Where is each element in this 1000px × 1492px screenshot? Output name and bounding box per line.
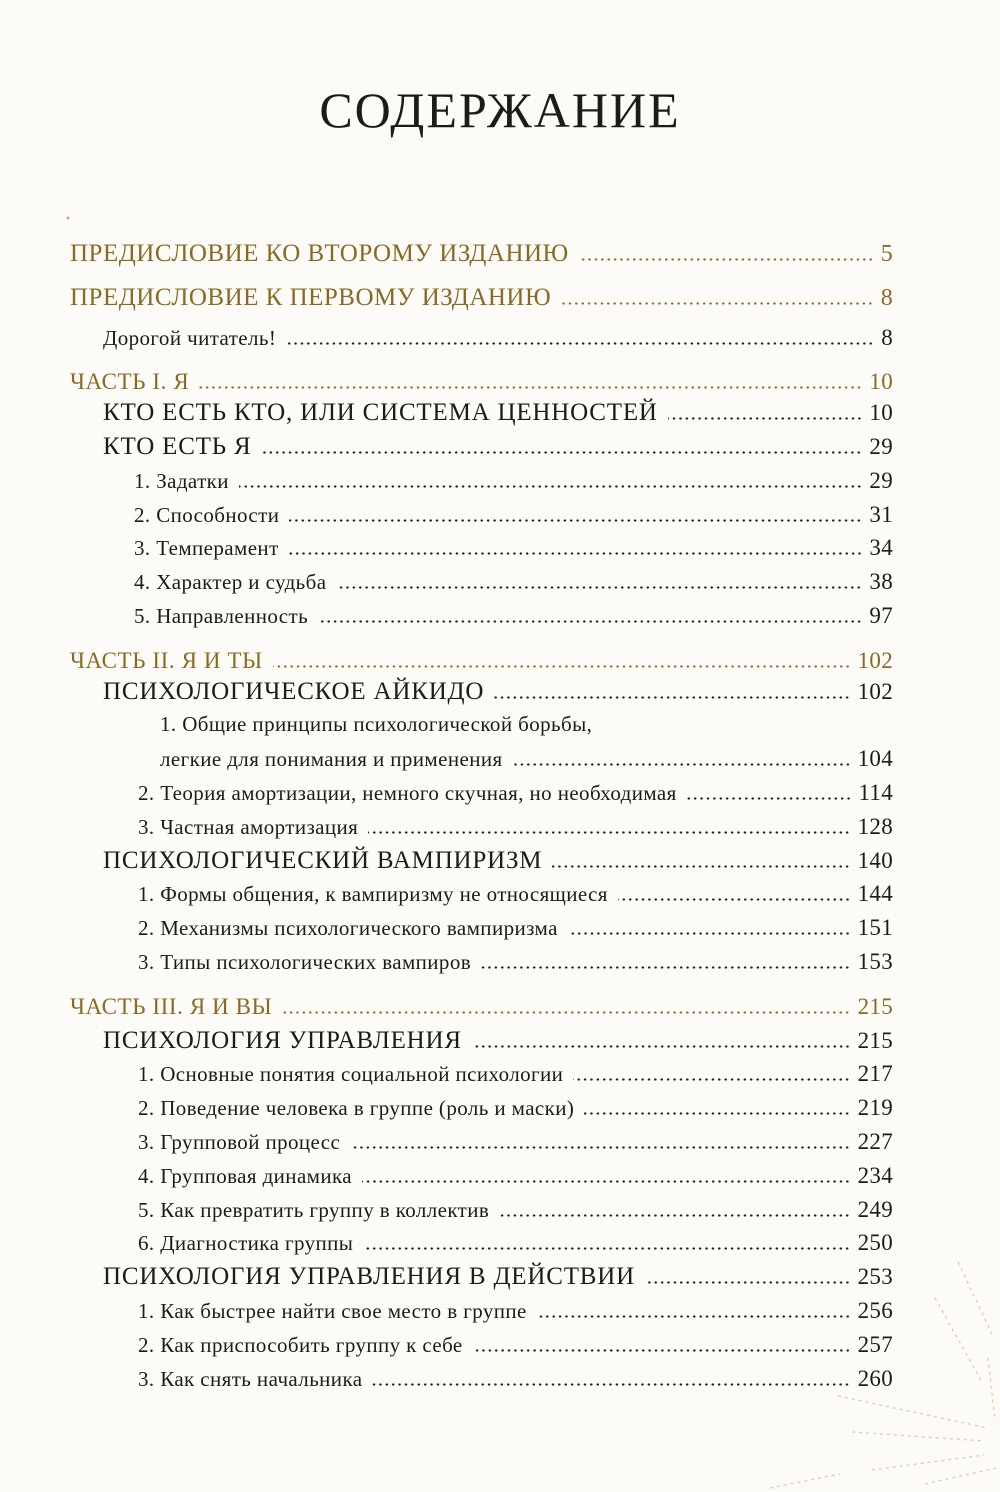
dot-leader — [282, 1011, 850, 1014]
section-title: 3. Групповой процесс — [138, 1129, 341, 1154]
dot-leader — [289, 552, 863, 555]
page-number: 250 — [857, 1230, 893, 1256]
section-title: 2. Механизмы психологического вампиризма — [138, 916, 558, 941]
dot-leader — [261, 451, 862, 454]
part-title: ЧАСТЬ I. Я — [70, 369, 190, 395]
page-number: 249 — [857, 1196, 893, 1222]
toc-section-entry — [70, 1125, 893, 1159]
section-title: 1. Как быстрее найти свое место в группе — [138, 1298, 527, 1323]
dot-leader — [687, 797, 852, 800]
chapter-title: КТО ЕСТЬ КТО, ИЛИ СИСТЕМА ЦЕННОСТЕЙ — [103, 399, 658, 427]
page-number: 8 — [880, 284, 893, 311]
toc-section-entry — [70, 1294, 893, 1328]
dot-leader — [363, 1247, 850, 1250]
dot-leader — [336, 586, 862, 589]
toc-section-entry — [70, 599, 893, 633]
dot-leader — [618, 898, 851, 901]
decorative-ray — [838, 1396, 988, 1428]
toc-section-entry — [70, 877, 893, 911]
dot-leader — [289, 519, 862, 522]
page-number: 102 — [857, 678, 893, 704]
dot-leader — [561, 302, 874, 305]
section-title: 2. Способности — [134, 502, 280, 527]
toc-section-entry — [70, 498, 893, 532]
toc-section-entry — [70, 1193, 893, 1227]
section-title: 3. Частная амортизация — [138, 814, 359, 839]
dot-leader — [579, 258, 874, 261]
page-number: 102 — [857, 647, 893, 673]
page-number: 140 — [857, 847, 893, 873]
page-number: 215 — [857, 1027, 893, 1053]
section-title: 5. Как превратить группу в коллектив — [138, 1197, 490, 1222]
toc-chapter-entry — [70, 844, 893, 878]
page-number: 10 — [869, 400, 893, 426]
decorative-ray — [935, 1298, 982, 1382]
decorative-ray — [770, 1474, 840, 1488]
toc-chapter-entry — [70, 396, 893, 430]
dot-leader — [372, 1383, 850, 1386]
dot-leader — [494, 696, 850, 699]
dot-leader — [584, 1112, 850, 1115]
dot-leader — [513, 763, 851, 766]
page-number: 257 — [857, 1331, 893, 1357]
toc-section-entry — [70, 776, 893, 810]
page-number: 256 — [857, 1297, 893, 1323]
toc-section-entry — [70, 1091, 893, 1125]
section-title: 2. Теория амортизации, немного скучная, но необходимая — [138, 780, 677, 805]
decorative-dot — [67, 217, 70, 220]
page-number: 38 — [869, 569, 893, 595]
dot-leader — [368, 831, 850, 834]
page-number: 8 — [881, 324, 893, 350]
toc-section-entry — [70, 810, 893, 844]
toc-chapter-entry — [70, 430, 893, 464]
decorative-ray — [872, 1455, 984, 1470]
page-number: 5 — [880, 241, 893, 267]
page-number: 29 — [869, 433, 893, 459]
section-title: 1. Общие принципы психологической борьбы, — [160, 712, 593, 737]
preface-title: ПРЕДИСЛОВИЕ КО ВТОРОМУ ИЗДАНИЮ — [70, 240, 569, 267]
toc-section-entry — [70, 1362, 893, 1396]
toc-section-entry — [70, 1057, 893, 1091]
toc-section-entry — [70, 464, 893, 498]
section-title: 6. Диагностика группы — [138, 1231, 354, 1256]
page-number: 215 — [857, 993, 893, 1019]
toc-chapter-entry — [70, 675, 893, 709]
page-number: 128 — [857, 813, 893, 839]
preface-title: ПРЕДИСЛОВИЕ К ПЕРВОМУ ИЗДАНИЮ — [70, 283, 552, 311]
dot-leader — [473, 1349, 851, 1352]
toc-section-entry — [70, 321, 893, 355]
part-title: ЧАСТЬ III. Я И ВЫ — [70, 993, 273, 1019]
page-number: 29 — [869, 467, 893, 493]
section-title: 2. Как приспособить группу к себе — [138, 1332, 463, 1357]
toc-preface-entry — [70, 281, 893, 315]
toc-section-entry-continued — [70, 742, 893, 776]
section-title: 1. Задатки — [134, 468, 229, 493]
toc-part-entry — [70, 644, 893, 678]
decorative-ray — [852, 1432, 984, 1441]
section-title: 4. Групповая динамика — [138, 1163, 353, 1188]
section-title: 3. Как снять начальника — [138, 1366, 363, 1391]
dot-leader — [552, 865, 850, 868]
chapter-title: ПСИХОЛОГИЯ УПРАВЛЕНИЯ В ДЕЙСТВИИ — [103, 1263, 635, 1291]
page-number: 151 — [857, 915, 893, 941]
dot-leader — [318, 620, 862, 623]
toc-preface-entry — [70, 237, 893, 271]
toc-part-entry — [70, 365, 893, 399]
section-title: 1. Основные понятия социальной психологии — [138, 1062, 564, 1087]
chapter-title: ПСИХОЛОГИЧЕСКИЙ ВАМПИРИЗМ — [103, 846, 543, 874]
toc-chapter-entry — [70, 1260, 893, 1294]
section-title: 2. Поведение человека в группе (роль и маски) — [138, 1096, 575, 1121]
section-title: 1. Формы общения, к вампиризму не относящиеся — [138, 882, 608, 907]
toc-section-entry — [70, 1328, 893, 1362]
toc-section-entry — [70, 1226, 893, 1260]
page-number: 219 — [857, 1095, 893, 1121]
page-number: 31 — [869, 501, 893, 527]
chapter-title: ПСИХОЛОГИЧЕСКОЕ АЙКИДО — [103, 677, 485, 705]
dot-leader — [537, 1315, 851, 1318]
decorative-ray — [925, 1468, 997, 1484]
page-number: 234 — [857, 1162, 893, 1188]
page-number: 104 — [857, 746, 893, 772]
section-title: 3. Темперамент — [134, 536, 279, 561]
dot-leader — [645, 1281, 851, 1284]
section-title: 5. Направленность — [134, 603, 309, 628]
part-title: ЧАСТЬ II. Я И ТЫ — [70, 647, 263, 673]
toc-section-entry — [70, 708, 893, 742]
section-title: 4. Характер и судьба — [134, 570, 327, 595]
dot-leader — [668, 417, 863, 420]
toc-section-entry — [70, 531, 893, 565]
dot-leader — [499, 1214, 850, 1217]
dot-leader — [362, 1180, 851, 1183]
chapter-title: КТО ЕСТЬ Я — [103, 432, 252, 460]
dot-leader — [350, 1146, 850, 1149]
decorative-ray — [988, 1358, 995, 1420]
dot-leader — [472, 1045, 851, 1048]
section-title: Дорогой читатель! — [103, 325, 277, 350]
dot-leader — [199, 386, 862, 389]
toc-part-entry — [70, 990, 893, 1024]
page-number: 10 — [869, 369, 893, 395]
dot-leader — [239, 485, 862, 488]
page-number: 114 — [858, 779, 893, 805]
page-number: 144 — [857, 881, 893, 907]
page-title: СОДЕРЖАНИЕ — [319, 82, 681, 138]
page-number: 34 — [869, 535, 893, 561]
toc-section-entry — [70, 1159, 893, 1193]
dot-leader — [573, 1078, 850, 1081]
chapter-title: ПСИХОЛОГИЯ УПРАВЛЕНИЯ — [103, 1026, 462, 1054]
table-of-contents — [70, 237, 893, 1395]
page-number: 260 — [857, 1365, 893, 1391]
section-title-continued: легкие для понимания и применения — [160, 747, 503, 772]
toc-section-entry — [70, 565, 893, 599]
page-number: 253 — [857, 1264, 893, 1290]
page-number: 227 — [857, 1128, 893, 1154]
toc-section-entry — [70, 945, 893, 979]
toc-section-entry — [70, 911, 893, 945]
toc-chapter-entry — [70, 1024, 893, 1058]
section-title: 3. Типы психологических вампиров — [138, 949, 472, 974]
dot-leader — [273, 665, 851, 668]
page-number: 153 — [857, 948, 893, 974]
dot-leader — [481, 966, 851, 969]
page-number: 217 — [857, 1061, 893, 1087]
dot-leader — [568, 932, 851, 935]
dot-leader — [286, 342, 874, 345]
page-number: 97 — [869, 602, 893, 628]
decorative-ray — [958, 1262, 992, 1334]
